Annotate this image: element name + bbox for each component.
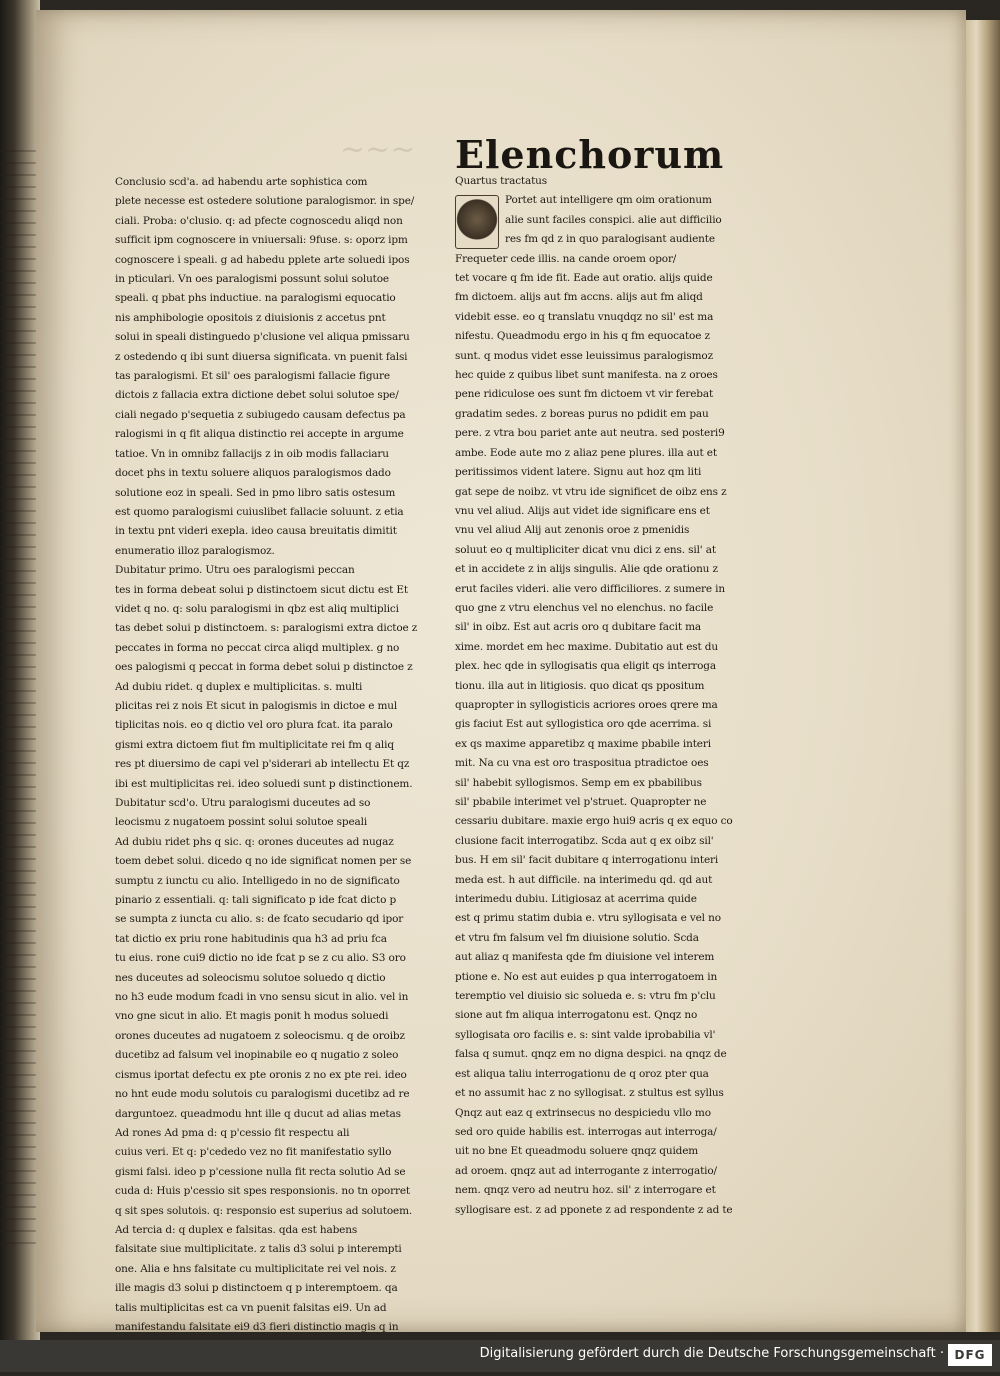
text-line: Ad dubiu ridet phs q sic. q: orones duceutes ad nugaz [115, 835, 394, 848]
text-line: Qnqz aut eaz q extrinsecus no despiciedu vllo mo [455, 1106, 711, 1119]
text-line: sufficit ipm cognoscere in vniuersali: 9fuse. s: oporz ipm [115, 234, 408, 247]
text-line: ptione e. No est aut euides p qua interrogatoem in [455, 970, 718, 983]
text-line: ciali. Proba: o'clusio. q: ad pfecte cognoscedu aliqd non [115, 214, 403, 227]
text-line: in textu pnt videri exepla. ideo causa breuitatis dimitit [115, 525, 397, 538]
text-line: orones duceutes ad nugatoem z soleocismu. q de oroibz [115, 1029, 405, 1042]
text-line: ille magis d3 solui p distinctoem q p interemptoem. qa [115, 1282, 398, 1295]
text-line: erut faciles videri. alie vero difficiliores. z sumere in [455, 582, 725, 595]
text-line: cessariu dubitare. maxie ergo hui9 acris q ex equo co [455, 815, 733, 828]
funding-credit: Digitalisierung gefördert durch die Deutsche Forschungsgemeinschaft · [479, 1346, 944, 1361]
text-line: meda est. h aut difficile. na interimedu qd. qd aut [455, 873, 713, 886]
text-line: vnu vel aliud Alij aut zenonis oroe z pmenidis [455, 524, 690, 537]
adjacent-page-text [0, 150, 40, 1250]
text-line: syllogisata oro facilis e. s: sint valde iprobabilia vl' [455, 1028, 716, 1041]
text-line: ex qs maxime apparetibz q maxime pbabile interi [455, 737, 711, 750]
text-line: ciali negado p'sequetia z subiugedo causam defectus pa [115, 408, 406, 421]
text-line: Ad tercia d: q duplex e falsitas. qda est habens [115, 1223, 358, 1236]
text-line: et in accidete z in alijs singulis. Alie qde orationu z [455, 563, 718, 576]
page-heading: Elenchorum [455, 132, 725, 177]
right-text-column [455, 172, 780, 1237]
text-line: sed oro quide habilis est. interrogas aut interroga/ [455, 1125, 717, 1138]
text-line: cismus iportat defectu ex pte oronis z no ex pte rei. ideo [115, 1068, 407, 1081]
show-through-text: ~~~ [340, 132, 416, 167]
text-line: fm dictoem. alijs aut fm accns. alijs aut fm aliqd [455, 291, 703, 304]
text-line: plicitas rei z nois Et sicut in palogismis in dictoe e mul [115, 699, 398, 712]
text-line: syllogisare est. z ad pponete z ad respondente z ad te [455, 1203, 733, 1216]
text-line: Ad rones Ad pma d: q p'cessio fit respectu ali [115, 1126, 350, 1139]
text-line: no h3 eude modum fcadi in vno sensu sicut in alio. vel in [115, 991, 409, 1004]
text-line: docet phs in textu soluere aliquos paralogismos dado [115, 467, 391, 480]
text-line: talis multiplicitas est ca vn puenit falsitas ei9. Un ad [115, 1301, 387, 1314]
text-line: nes duceutes ad soleocismu solutoe soluedo q dictio [115, 971, 386, 984]
text-line: videbit esse. eo q translatu vnuqdqz no sil' est ma [455, 310, 714, 323]
text-line: Dubitatur scd'o. Utru paralogismi duceutes ad so [115, 797, 371, 809]
text-line: ambe. Eode aute mo z aliaz pene plures. illa aut et [455, 446, 717, 459]
text-line: one. Alia e hns falsitate cu multiplicitate rei vel nois. z [115, 1262, 396, 1275]
text-line: plete necesse est ostedere solutione paralogismor. in spe/ [115, 195, 415, 208]
text-line: Frequeter cede illis. na cande oroem opor/ [455, 252, 677, 265]
text-line: tu eius. rone cui9 dictio no ide fcat p se z cu alio. S3 oro [115, 952, 406, 965]
text-line: cuius veri. Et q: p'cededo vez no fit manifestatio syllo [115, 1146, 392, 1159]
text-line: res fm qd z in quo paralogisant audiente [505, 233, 715, 246]
text-line: falsa q sumut. qnqz em no digna despici. na qnqz de [455, 1048, 727, 1061]
text-line: oes palogismi q peccat in forma debet solui p distinctoe z [115, 661, 413, 674]
text-line: tas debet solui p distinctoem. s: paralogismi extra dictoe z [115, 622, 418, 635]
text-line: est aliqua taliu interrogationu de q oroz pter qua [455, 1067, 709, 1080]
text-line: sil' in oibz. Est aut acris oro q dubitare facit ma [455, 621, 702, 634]
text-line: no hnt eude modu solutois cu paralogismi ducetibz ad re [115, 1088, 410, 1101]
text-line: videt q no. q: solu paralogismi in qbz est aliq multiplici [115, 602, 399, 615]
text-line: hec quide z quibus libet sunt manifesta. na z oroes [455, 369, 718, 382]
text-line: q sit spes solutois. q: responsio est superius ad solutoem. [115, 1204, 413, 1217]
text-line: tes in forma debeat solui p distinctoem sicut dictu est Et [115, 583, 408, 596]
text-line: gismi falsi. ideo p p'cessione nulla fit recta solutio Ad se [115, 1165, 406, 1178]
text-line: quo gne z vtru elenchus vel no elenchus. no facile [455, 601, 714, 614]
text-line: solui in speali distinguedo p'clusione vel aliqua pmissaru [115, 331, 410, 344]
text-line: leocismu z nugatoem possint solui solutoe speali [115, 816, 368, 829]
text-line: Quartus tractatus [455, 175, 548, 187]
text-line: sumptu z iunctu cu alio. Intelligedo in no de significato [115, 874, 400, 887]
text-line: Conclusio scd'a. ad habendu arte sophistica com [115, 176, 368, 188]
text-line: enumeratio illoz paralogismoz. [115, 544, 275, 557]
text-line: ducetibz ad falsum vel inopinabile eo q nugatio z soleo [115, 1049, 399, 1062]
text-line: manifestandu falsitate ei9 d3 fieri distinctio magis q in [115, 1320, 399, 1333]
text-line: sil' habebit syllogismos. Semp em ex pbabilibus [455, 776, 702, 789]
page-fore-edge [966, 20, 1000, 1332]
text-line: soluut eo q multipliciter dicat vnu dici z ens. sil' at [455, 543, 716, 556]
text-line: tatioe. Vn in omnibz fallacijs z in oib modis fallaciaru [115, 447, 389, 460]
text-line: res pt diuersimo de capi vel p'siderari ab intellectu Et qz [115, 758, 410, 771]
text-line: tas paralogismi. Et sil' oes paralogismi fallacie figure [115, 370, 390, 383]
text-line: xime. mordet em hec maxime. Dubitatio aut est du [455, 640, 718, 653]
text-line: vnu vel aliud. Alijs aut videt ide significare ens et [455, 504, 710, 517]
text-line: aut aliaz q manifesta qde fm diuisione vel interem [455, 951, 715, 964]
text-line: falsitate siue multiplicitate. z talis d3 solui p interempti [115, 1243, 402, 1256]
text-line: pene ridiculose oes sunt fm dictoem vt vir ferebat [455, 388, 714, 401]
text-line: vno gne sicut in alio. Et magis ponit h modus soluedi [115, 1010, 389, 1023]
decorated-initial-icon [455, 195, 499, 249]
text-line: nifestu. Queadmodu ergo in his q fm equocatoe z [455, 330, 710, 343]
text-line: ad oroem. qnqz aut ad interrogante z interrogatio/ [455, 1164, 717, 1177]
text-line: ibi est multiplicitas rei. ideo soluedi sunt p distinctionem. [115, 777, 413, 790]
adjacent-page-edge [0, 0, 40, 1372]
text-line: speali. q pbat phs inductiue. na paralogismi equocatio [115, 292, 396, 305]
text-line: quapropter in syllogisticis acriores oroes qrere ma [455, 698, 718, 711]
text-line: uit no bne Et queadmodu soluere qnqz quidem [455, 1145, 699, 1158]
text-line: clusione facit interrogatibz. Scda aut q ex oibz sil' [455, 834, 714, 847]
text-line: sil' pbabile interimet vel p'struet. Quapropter ne [455, 796, 707, 808]
text-line: mit. Na cu vna est oro traspositua ptradictoe oes [455, 757, 709, 770]
dfg-logo-icon: DFG [948, 1344, 992, 1366]
text-line: Dubitatur primo. Utru oes paralogismi peccan [115, 564, 355, 577]
text-line: Ad dubiu ridet. q duplex e multiplicitas. s. multi [115, 680, 363, 693]
text-line: sunt. q modus videt esse leuissimus paralogismoz [455, 349, 713, 362]
text-line: solutione eoz in speali. Sed in pmo libro satis ostesum [115, 486, 396, 499]
text-line: nis amphibologie opositois z diuisionis z accetus pnt [115, 311, 386, 324]
left-text-column [115, 173, 445, 1333]
text-line: peccates in forma no peccat circa aliqd multiplex. g no [115, 641, 400, 654]
text-line: et no assumit hac z no syllogisat. z stultus est syllus [455, 1087, 724, 1100]
text-line: interimedu dubiu. Litigiosaz at acerrima quide [455, 893, 697, 906]
text-line: gis faciut Est aut syllogistica oro qde acerrima. si [455, 718, 712, 731]
text-line: darguntoez. queadmodu hnt ille q ducut ad alias metas [115, 1107, 401, 1120]
text-line: teremptio vel diuisio sic solueda e. s: vtru fm p'clu [455, 990, 716, 1003]
text-line: peritissimos vident latere. Signu aut hoz qm liti [455, 466, 702, 479]
text-line: in pticulari. Vn oes paralogismi possunt solui solutoe [115, 273, 389, 286]
text-line: pere. z vtra bou pariet ante aut neutra. sed posteri9 [455, 427, 725, 440]
text-line: sione aut fm aliqua interrogatonu est. Qnqz no [455, 1009, 698, 1022]
text-line: est quomo paralogismi cuiuslibet fallacie soluunt. z etia [115, 505, 404, 518]
text-line: dictois z fallacia extra dictione debet solui solutoe spe/ [115, 389, 399, 402]
text-line: nem. qnqz vero ad neutru hoz. sil' z interrogare et [455, 1184, 716, 1197]
text-line: gradatim sedes. z boreas purus no pdidit em pau [455, 407, 709, 420]
text-line: z ostedendo q ibi sunt diuersa significata. vn puenit falsi [115, 350, 408, 363]
text-line: cognoscere i speali. g ad habedu pplete arte soluedi ipos [115, 253, 410, 266]
text-line: tat dictio ex priu rone habitudinis qua h3 ad priu fca [115, 932, 387, 945]
text-line: ralogismi in q fit aliqua distinctio rei accepte in argume [115, 428, 404, 441]
text-line: et vtru fm falsum vel fm diuisione solutio. Scda [455, 931, 699, 944]
text-line: toem debet solui. dicedo q no ide significat nomen per se [115, 855, 412, 868]
text-line: tiplicitas nois. eo q dictio vel oro plura fcat. ita paralo [115, 719, 393, 732]
text-line: gismi extra dictoem fiut fm multiplicitate rei fm q aliq [115, 738, 394, 751]
text-line: gat sepe de noibz. vt vtru ide significet de oibz ens z [455, 485, 727, 498]
text-line: pinario z essentiali. q: tali significato p ide fcat dicto p [115, 894, 397, 907]
text-line: tet vocare q fm ide fit. Eade aut oratio. alijs quide [455, 272, 713, 285]
text-line: plex. hec qde in syllogisatis qua eligit qs interroga [455, 660, 716, 673]
text-line: cuda d: Huis p'cessio sit spes responsionis. no tn oporret [115, 1185, 410, 1198]
text-line: alie sunt faciles conspici. alie aut difficilio [505, 213, 722, 226]
text-line: se sumpta z iuncta cu alio. s: de fcato secudario qd ipor [115, 913, 404, 926]
text-line: bus. H em sil' facit dubitare q interrogationu interi [455, 854, 719, 867]
text-line: tionu. illa aut in litigiosis. quo dicat qs ppositum [455, 679, 705, 692]
text-line: Portet aut intelligere qm oim orationum [505, 194, 712, 207]
text-line: est q primu statim dubia e. vtru syllogisata e vel no [455, 912, 721, 925]
